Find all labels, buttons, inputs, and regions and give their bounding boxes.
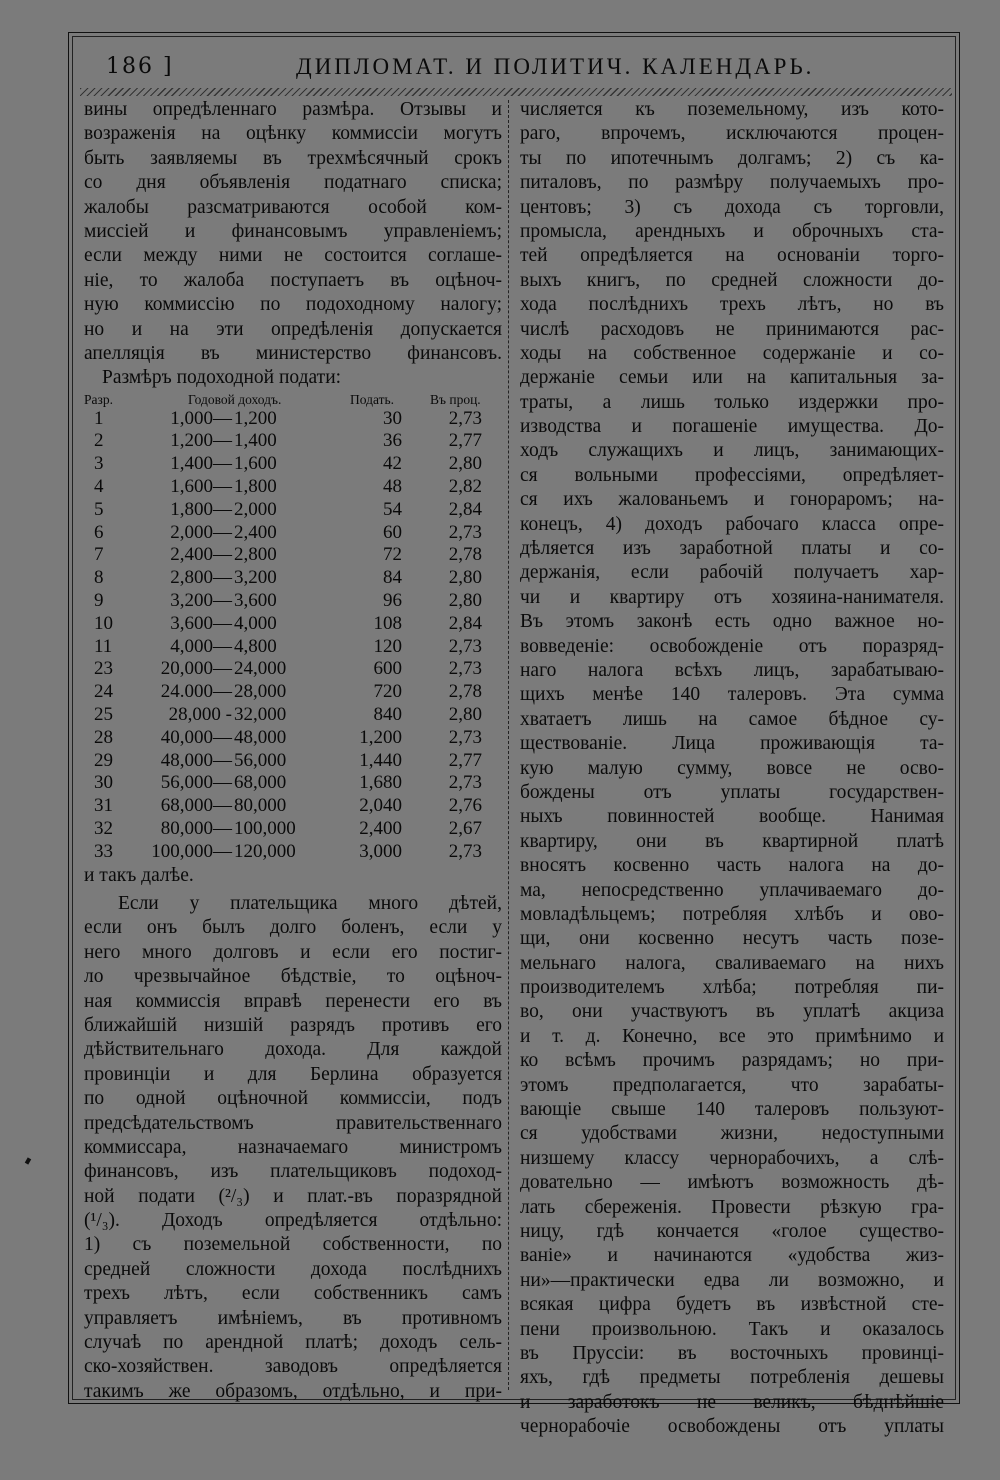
text-line: ло чрезвычайное бѣдствіе, то оцѣноч- [84, 966, 502, 988]
table-row [84, 795, 502, 818]
text-line: жалобы разсматриваются особой ком- [84, 196, 502, 218]
rank-cell: 25 [94, 704, 113, 726]
text-line: трехъ лѣтъ, если собственникъ самъ [84, 1283, 502, 1305]
percent-cell: 2,84 [448, 612, 482, 634]
text-line: щихъ менѣе 140 талеровъ. Эта сумма [520, 684, 944, 706]
income-to-cell: 4,000 [234, 612, 277, 634]
left-column [84, 98, 502, 1404]
text-line: средней сложности дохода послѣднихъ [84, 1258, 502, 1280]
text-line: ско-хозяйствен. заводовъ опредѣляется [84, 1356, 502, 1378]
running-title: ДИПЛОМАТ. И ПОЛИТИЧ. КАЛЕНДАРЬ. [296, 54, 815, 79]
text-line: числѣ расходовъ не принимаются рас- [520, 318, 944, 340]
page-number: 186 ] [106, 54, 174, 79]
income-to-cell: 120,000 [234, 840, 296, 862]
text-line: такимъ же образомъ, отдѣльно, и при- [84, 1380, 502, 1402]
tax-cell: 36 [383, 430, 402, 452]
income-from-cell: 20,000— [160, 658, 232, 680]
text-line: дѣляется изъ заработной платы и со- [520, 538, 944, 560]
text-line: (¹/₃). Доходъ опредѣляется отдѣльно: [84, 1210, 502, 1232]
rank-cell: 33 [94, 840, 113, 862]
text-line: хода послѣднихъ трехъ лѣтъ, но въ [520, 294, 944, 316]
text-line: мельнаго налога, сваливаемаго на нихъ [520, 952, 944, 974]
income-to-cell: 100,000 [234, 818, 296, 840]
rank-cell: 24 [94, 681, 113, 703]
income-from-cell: 2,400— [170, 544, 232, 566]
tax-cell: 54 [383, 498, 402, 520]
column-divider [508, 100, 510, 1390]
text-line: ни»—практически едва ли возможно, и [520, 1269, 944, 1291]
percent-cell: 2,76 [448, 795, 482, 817]
text-line: мовладѣльцемъ; потребляя хлѣбъ и ово- [520, 903, 944, 925]
income-from-cell: 56,000— [160, 772, 232, 794]
text-line: квартиру, они въ квартирной платѣ [520, 830, 944, 852]
text-line: ся удобствами жизни, недоступными [520, 1123, 944, 1145]
table-row [84, 590, 502, 613]
text-line: вовведеніе: освобожденіе отъ поразряд- [520, 635, 944, 657]
table-row [84, 772, 502, 795]
text-line: ныхъ повинностей вообще. Нанимая [520, 806, 944, 828]
text-line: промысла, арендныхъ и оброчныхъ ста- [520, 220, 944, 242]
rank-cell: 7 [94, 544, 104, 566]
rank-cell: 11 [94, 635, 113, 657]
text-line: траты, а лишь только издержки про- [520, 391, 944, 413]
text-line: ся ихъ жалованьемъ и гонораромъ; на- [520, 489, 944, 511]
text-line: держанія, если рабочій получаетъ хар- [520, 562, 944, 584]
text-line: чи и квартиру отъ хозяина-нанимателя. [520, 586, 944, 608]
text-line: ваніе» и начинаются «удобства жиз- [520, 1245, 944, 1267]
table-row [84, 750, 502, 773]
rank-cell: 3 [94, 453, 104, 475]
text-line: вающіе свыше 140 талеровъ пользуют- [520, 1099, 944, 1121]
percent-cell: 2,78 [448, 681, 482, 703]
text-line: числяется къ поземельному, изъ кото- [520, 99, 944, 120]
rank-cell: 9 [94, 590, 104, 612]
text-line: во, они участвуютъ въ уплатѣ акциза [520, 1001, 944, 1023]
text-line: низшему классу чернорабочихъ, а слѣ- [520, 1147, 944, 1169]
income-to-cell: 2,800 [234, 544, 277, 566]
rank-cell: 23 [94, 658, 113, 680]
text-line: миссіей и финансовымъ управленіемъ; [84, 220, 502, 242]
percent-cell: 2,80 [448, 590, 482, 612]
tax-cell: 3,000 [359, 840, 402, 862]
tax-cell: 840 [373, 704, 402, 726]
table-row [84, 522, 502, 545]
text-line: предсѣдательствомъ правительственнаго [84, 1112, 502, 1134]
table-row [84, 430, 502, 453]
scan-speck [25, 1157, 31, 1164]
table-header-cell: Годовой доходъ. [188, 391, 282, 407]
income-from-cell: 28,000 - [168, 704, 232, 726]
text-line: апелляція въ министерство финансовъ. [84, 342, 502, 364]
text-line: питаловъ, по размѣру получаемыхъ про- [520, 172, 944, 194]
text-line: довательно — имѣютъ возможность дѣ- [520, 1172, 944, 1194]
income-from-cell: 1,000— [170, 407, 232, 429]
rank-cell: 32 [94, 818, 113, 840]
table-row [84, 681, 502, 704]
text-line: ма, непосредственно уплачиваемаго до- [520, 879, 944, 901]
percent-cell: 2,80 [448, 704, 482, 726]
page-header [96, 48, 936, 88]
income-from-cell: 68,000— [160, 795, 232, 817]
table-row [84, 476, 502, 499]
income-from-cell: 1,600— [170, 476, 232, 498]
rank-cell: 8 [94, 567, 104, 589]
rank-cell: 10 [94, 612, 113, 634]
income-to-cell: 80,000 [234, 795, 287, 817]
tax-cell: 1,440 [359, 749, 402, 771]
table-row [84, 658, 502, 681]
text-line: щи, они косвенно несутъ часть позе- [520, 928, 944, 950]
text-line: наго налога всѣхъ лицъ, зарабатываю- [520, 659, 944, 681]
income-from-cell: 48,000— [160, 749, 232, 771]
text-line: чернорабочіе освобождены отъ уплаты [520, 1416, 944, 1438]
text-line: всякая цифра будетъ въ извѣстной сте- [520, 1294, 944, 1316]
text-line: ной подати (²/₃) и плат.-въ поразрядной [84, 1185, 502, 1207]
percent-cell: 2,77 [448, 430, 482, 452]
rank-cell: 1 [94, 407, 104, 429]
income-from-cell: 80,000— [160, 818, 232, 840]
percent-cell: 2,82 [448, 476, 482, 498]
text-line: бождены отъ уплаты государствен- [520, 781, 944, 803]
income-to-cell: 32,000 [234, 704, 287, 726]
income-from-cell: 1,200— [170, 430, 232, 452]
tax-cell: 108 [373, 612, 402, 634]
percent-cell: 2,78 [448, 544, 482, 566]
table-row [84, 841, 502, 864]
text-line: ближайшій низшій разрядъ противъ его [84, 1014, 502, 1036]
text-line: возраженія на оцѣнку коммиссіи могутъ [84, 123, 502, 145]
tax-cell: 1,200 [359, 726, 402, 748]
tax-cell: 60 [383, 521, 402, 543]
right-text-block [520, 98, 944, 1439]
right-column [520, 98, 944, 1439]
text-line: кую малую сумму, вовсе не осво- [520, 757, 944, 779]
text-line: по одной оцѣночной коммиссіи, подъ [84, 1088, 502, 1110]
table-row [84, 704, 502, 727]
table-header-cell: Разр. [84, 391, 113, 407]
tax-cell: 720 [373, 681, 402, 703]
income-from-cell: 24.000— [160, 681, 232, 703]
table-header-cell: Подать. [350, 391, 395, 407]
text-line: яхъ, гдѣ предметы потребленія дешевы [520, 1367, 944, 1389]
table-row [84, 613, 502, 636]
tax-cell: 2,400 [359, 818, 402, 840]
rank-cell: 29 [94, 749, 113, 771]
percent-cell: 2,73 [448, 521, 482, 543]
text-line: конецъ, 4) доходъ рабочаго класса опре- [520, 513, 944, 535]
rank-cell: 30 [94, 772, 113, 794]
tax-cell: 96 [383, 590, 402, 612]
income-from-cell: 1,400— [170, 453, 232, 475]
text-line: ко всѣмъ прочимъ разрядамъ; но при- [520, 1050, 944, 1072]
tax-table [84, 408, 502, 864]
income-to-cell: 2,000 [234, 498, 277, 520]
tax-cell: 48 [383, 476, 402, 498]
income-to-cell: 1,200 [234, 407, 277, 429]
text-line: ницу, гдѣ кончается «голое существо- [520, 1220, 944, 1242]
tax-cell: 2,040 [359, 795, 402, 817]
percent-cell: 2,73 [448, 658, 482, 680]
text-line: него много долговъ и если его постиг- [84, 941, 502, 963]
tax-cell: 72 [383, 544, 402, 566]
percent-cell: 2,73 [448, 726, 482, 748]
text-line: выхъ книгъ, по средней сложности до- [520, 269, 944, 291]
text-line: Если у плательщика много дѣтей, [118, 893, 502, 915]
text-line: вносятъ косвенно часть налога на до- [520, 855, 944, 877]
text-line: случаѣ по арендной платѣ; доходъ сель- [84, 1332, 502, 1354]
tax-cell: 120 [373, 635, 402, 657]
rank-cell: 4 [94, 476, 104, 498]
text-line: коммиссара, назначаемаго министромъ [84, 1136, 502, 1158]
table-row [84, 567, 502, 590]
table-row [84, 636, 502, 659]
text-line: изводства и погашеніе имущества. До- [520, 416, 944, 438]
table-header-row [84, 391, 502, 408]
text-line: этомъ предполагается, что зарабаты- [520, 1074, 944, 1096]
text-line: ходы на собственное содержаніе и со- [520, 342, 944, 364]
rank-cell: 5 [94, 498, 104, 520]
percent-cell: 2,80 [448, 567, 482, 589]
table-title: Размѣръ подоходной подати: [102, 367, 342, 389]
text-line: въ Пруссіи: въ восточныхъ провинці- [520, 1342, 944, 1364]
header-rule [80, 88, 952, 96]
percent-cell: 2,73 [448, 407, 482, 429]
left-text-block-2 [84, 892, 502, 1404]
text-line: но и на эти опредѣленія допускается [84, 318, 502, 340]
income-from-cell: 2,800— [170, 567, 232, 589]
income-to-cell: 3,200 [234, 567, 277, 589]
text-line: финансовъ, изъ плательщиковъ подоход- [84, 1161, 502, 1183]
text-line: тей опредѣляется на основаніи торго- [520, 245, 944, 267]
table-row [84, 544, 502, 567]
text-line: управляетъ имѣніемъ, въ противномъ [84, 1307, 502, 1329]
text-line: и заработокъ не великъ, бѣднѣйшіе [520, 1391, 944, 1413]
tax-cell: 84 [383, 567, 402, 589]
tax-cell: 42 [383, 453, 402, 475]
text-line: если между ними не состоится соглаше- [84, 245, 502, 267]
text-line: лать сбереженія. Провести рѣзкую гра- [520, 1196, 944, 1218]
text-line: центовъ; 3) съ дохода съ торговли, [520, 196, 944, 218]
table-continuation: и такъ далѣе. [84, 864, 194, 886]
table-row [84, 727, 502, 750]
text-line: пени произвольною. Такъ и оказалось [520, 1318, 944, 1340]
text-line: хватаетъ лишь на самое бѣдное су- [520, 708, 944, 730]
income-to-cell: 1,400 [234, 430, 277, 452]
rank-cell: 28 [94, 726, 113, 748]
text-line: ная коммиссія вправѣ перенести его въ [84, 990, 502, 1012]
table-row [84, 453, 502, 476]
percent-cell: 2,67 [448, 818, 482, 840]
income-to-cell: 2,400 [234, 521, 277, 543]
text-line: и т. д. Конечно, все это примѣнимо и [520, 1025, 944, 1047]
text-line: раго, впрочемъ, исключаются процен- [520, 123, 944, 145]
income-to-cell: 1,600 [234, 453, 277, 475]
table-row [84, 408, 502, 431]
income-from-cell: 4,000— [170, 635, 232, 657]
text-line: быть заявляемы въ трехмѣсячный срокъ [84, 147, 502, 169]
income-from-cell: 3,200— [170, 590, 232, 612]
text-line: если онъ былъ долго боленъ, если у [84, 917, 502, 939]
rank-cell: 6 [94, 521, 104, 543]
text-line: вины опредѣленнаго размѣра. Отзывы и [84, 99, 502, 120]
table-header-cell: Въ проц. [430, 391, 481, 407]
income-from-cell: 1,800— [170, 498, 232, 520]
income-to-cell: 1,800 [234, 476, 277, 498]
tax-cell: 1,680 [359, 772, 402, 794]
percent-cell: 2,73 [448, 635, 482, 657]
text-line: ществованіе. Лица проживающія та- [520, 733, 944, 755]
text-line: дѣйствительнаго дохода. Для каждой [84, 1039, 502, 1061]
income-to-cell: 3,600 [234, 590, 277, 612]
income-from-cell: 100,000— [151, 840, 232, 862]
text-line: ся вольными профессіями, опредѣляет- [520, 464, 944, 486]
tax-cell: 600 [373, 658, 402, 680]
rank-cell: 2 [94, 430, 104, 452]
text-line: 1) съ поземельной собственности, по [84, 1234, 502, 1256]
table-row [84, 818, 502, 841]
text-line: ную коммиссію по подоходному налогу; [84, 294, 502, 316]
tax-cell: 30 [383, 407, 402, 429]
text-line: производителемъ хлѣба; потребляя пи- [520, 977, 944, 999]
text-line: Въ этомъ законѣ есть одно важное но- [520, 611, 944, 633]
text-line: ніе, то жалоба поступаетъ въ оцѣноч- [84, 269, 502, 291]
percent-cell: 2,80 [448, 453, 482, 475]
income-to-cell: 28,000 [234, 681, 287, 703]
income-to-cell: 4,800 [234, 635, 277, 657]
income-to-cell: 68,000 [234, 772, 287, 794]
percent-cell: 2,73 [448, 772, 482, 794]
income-from-cell: 40,000— [160, 726, 232, 748]
income-to-cell: 24,000 [234, 658, 287, 680]
text-line: ходъ служащихъ и лицъ, занимающих- [520, 440, 944, 462]
rank-cell: 31 [94, 795, 113, 817]
table-row [84, 499, 502, 522]
text-line: ты по ипотечнымъ долгамъ; 2) съ ка- [520, 147, 944, 169]
income-from-cell: 2,000— [170, 521, 232, 543]
income-from-cell: 3,600— [170, 612, 232, 634]
text-line: держаніе семьи или на капитальныя за- [520, 367, 944, 389]
percent-cell: 2,84 [448, 498, 482, 520]
income-to-cell: 56,000 [234, 749, 287, 771]
percent-cell: 2,73 [448, 840, 482, 862]
text-line: со дня объявленія податнаго списка; [84, 172, 502, 194]
income-to-cell: 48,000 [234, 726, 287, 748]
left-text-block [84, 98, 502, 366]
text-line: провинціи и для Берлина образуется [84, 1063, 502, 1085]
percent-cell: 2,77 [448, 749, 482, 771]
